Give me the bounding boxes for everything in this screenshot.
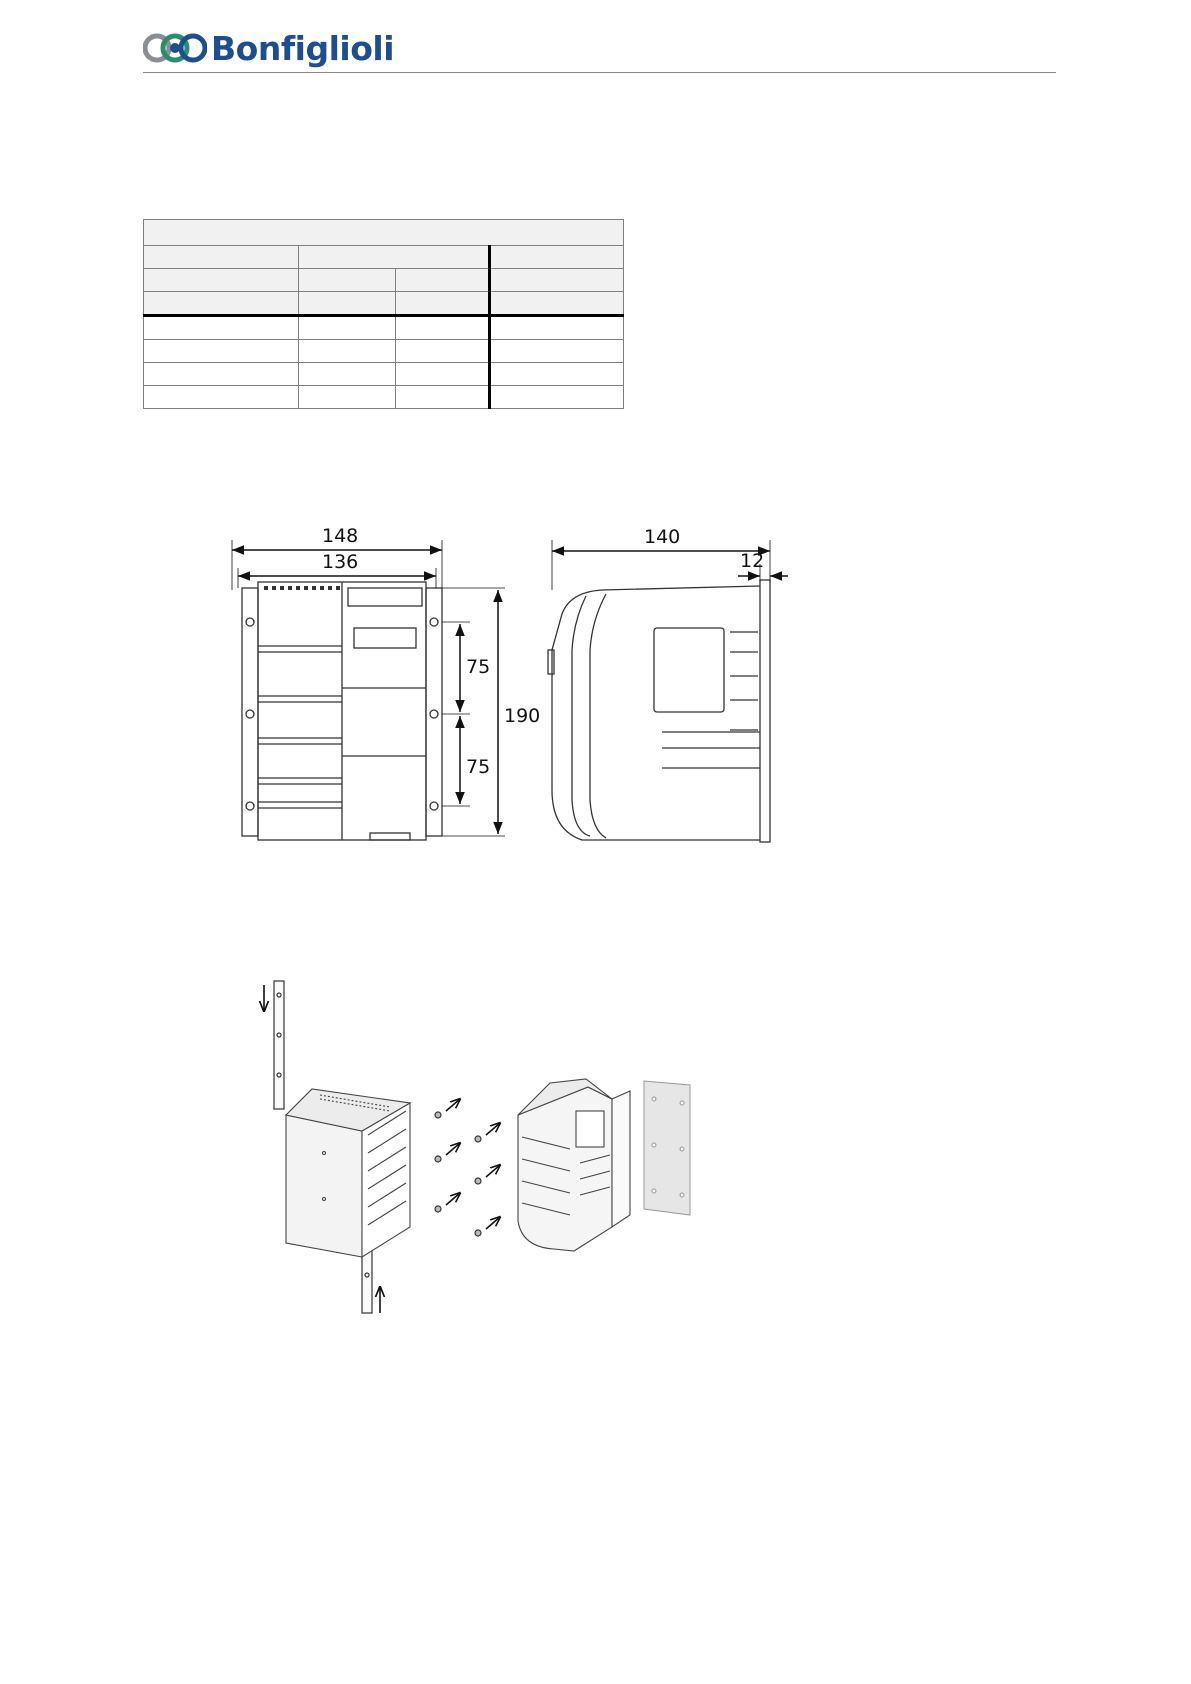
table-cell: [144, 316, 299, 340]
table-row: [144, 340, 624, 363]
dimension-drawing: [230, 500, 790, 850]
table-row: [144, 220, 624, 246]
table-header-cell: [144, 269, 299, 292]
overall-depth-label: 140: [644, 526, 681, 548]
table-cell: [396, 340, 490, 363]
table-cell: [396, 316, 490, 340]
table-cell: [144, 363, 299, 386]
header-divider: [143, 72, 1056, 73]
table-header-cell: [299, 269, 396, 292]
table-header-cell: [299, 292, 396, 316]
table-header-cell: [144, 246, 299, 269]
hole-spacing-lower-label: 75: [466, 756, 491, 778]
table-header-cell: [490, 292, 624, 316]
inner-width-label: 136: [322, 551, 359, 573]
table-cell: [396, 386, 490, 409]
table-row: [144, 386, 624, 409]
overall-height-label: 190: [504, 705, 541, 727]
table-header-cell: [490, 246, 624, 269]
table-row: [144, 269, 624, 292]
table-cell: [299, 316, 396, 340]
inverter-unit-right: [518, 1079, 630, 1251]
table-row: [144, 363, 624, 386]
table-row: [144, 292, 624, 316]
rear-offset-label: 12: [740, 550, 765, 572]
side-view: [548, 580, 770, 842]
table-cell: [490, 386, 624, 409]
table-cell: [396, 363, 490, 386]
brand-logo: [143, 26, 394, 70]
specification-table: [143, 219, 624, 409]
inverter-unit-left: [286, 1089, 410, 1257]
table-cell: [144, 340, 299, 363]
table-cell: [299, 340, 396, 363]
screw-icon: [435, 1112, 481, 1236]
table-cell: [490, 340, 624, 363]
table-cell: [490, 363, 624, 386]
bonfiglioli-rings-logo: [143, 28, 207, 68]
table-header-cell: [490, 269, 624, 292]
page-header: [143, 26, 1056, 74]
table-header-cell: [299, 246, 490, 269]
table-cell: [299, 386, 396, 409]
table-row: [144, 246, 624, 269]
table-title-cell: [144, 220, 624, 246]
front-view: [242, 582, 442, 840]
arrow-icon: [446, 1099, 500, 1229]
table-header-cell: [144, 292, 299, 316]
table-cell: [299, 363, 396, 386]
mounting-drawing: [250, 975, 720, 1330]
overall-width-label: 148: [322, 525, 359, 547]
brand-name: Bonfiglioli: [211, 28, 395, 68]
table-row: [144, 316, 624, 340]
hole-spacing-upper-label: 75: [466, 656, 491, 678]
table-header-cell: [396, 292, 490, 316]
mounting-rail-icon: [274, 981, 284, 1109]
table-header-cell: [396, 269, 490, 292]
table-cell: [144, 386, 299, 409]
table-cell: [490, 316, 624, 340]
mounting-plate-icon: [644, 1081, 690, 1215]
